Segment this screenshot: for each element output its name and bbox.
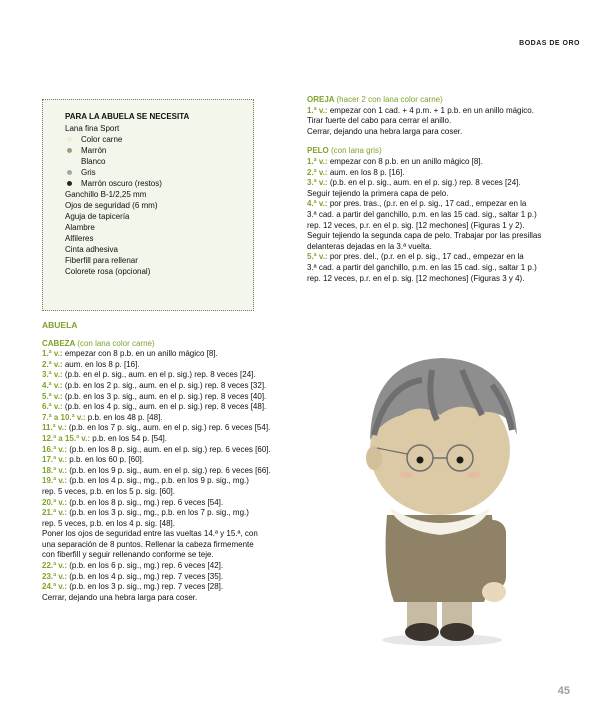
instruction-line (42, 508, 322, 519)
instruction-line (42, 529, 322, 540)
round-number: 2.ª v.: (307, 167, 328, 177)
instruction-line (307, 157, 597, 168)
instruction-text: rep. 12 veces, p.r. en el p. sig. [12 mechones] (Figuras 3 y 4). (307, 273, 525, 283)
instruction-text: rep. 5 veces, p.b. en los 5 p. sig. [60]. (42, 486, 175, 496)
instruction-text: (p.b. en los 3 p. sig., aum. en el p. sig.) rep. 8 veces [40]. (62, 391, 267, 401)
running-section-title: BODAS DE ORO (519, 40, 580, 47)
instruction-line (307, 274, 597, 285)
color-swatch-icon (67, 170, 72, 175)
oreja-subtitle: (hacer 2 con lana color carne) (336, 95, 443, 104)
round-number: 17.ª v.: (42, 455, 68, 465)
round-number: 16.ª v.: (42, 444, 68, 454)
cabeza-heading (42, 339, 322, 350)
oreja-instructions (307, 106, 597, 138)
instruction-line (307, 252, 597, 263)
instruction-text: Seguir tejiendo la segunda capa de pelo. Trabajar por las presillas (307, 231, 542, 241)
instruction-text: Tirar fuerte del cabo para cerrar el anillo. (307, 116, 452, 126)
instruction-text: empezar con 8 p.b. en un anillo mágico [8]. (327, 156, 483, 166)
instruction-line (42, 402, 322, 413)
instruction-text: (p.b. en los 9 p. sig., aum. en el p. sig.) rep. 6 veces [66]. (67, 465, 271, 475)
instruction-line (42, 445, 322, 456)
instruction-text: (p.b. en los 8 p. sig., aum. en el p. sig.) rep. 6 veces [60]. (67, 444, 271, 454)
instruction-text: (p.b. en los 3 p. sig., mg., p.b. en los 7 p. sig., mg.) (67, 508, 249, 518)
pelo-subtitle: (con lana gris) (331, 146, 382, 156)
materials-item: Colorete rosa (opcional) (65, 267, 151, 276)
instruction-text: p.b. en los 60 p. [60]. (67, 455, 144, 465)
materials-color-item (65, 156, 253, 167)
materials-color-label: Marrón (81, 146, 107, 155)
instruction-line (307, 263, 597, 274)
oreja-title: OREJA (307, 95, 335, 104)
round-number: 19.ª v.: (42, 476, 68, 486)
instruction-text: Seguir tejiendo la primera capa de pelo. (307, 188, 449, 198)
instruction-line (307, 199, 597, 210)
round-number: 23.ª v.: (42, 571, 68, 581)
round-number: 22.ª v.: (42, 561, 68, 571)
instruction-text: (p.b. en los 4 p. sig., mg.) rep. 7 veces [35]. (67, 571, 224, 581)
instruction-line (42, 381, 322, 392)
round-number: 18.ª v.: (42, 465, 68, 475)
instruction-text: Cerrar, dejando una hebra larga para coser. (42, 592, 198, 602)
instruction-text: delanteras dejadas en la 3.ª vuelta. (307, 241, 432, 251)
instruction-line (42, 434, 322, 445)
instruction-text: aum. en los 8 p. [16]. (62, 359, 140, 369)
materials-box (42, 99, 254, 311)
instruction-line (42, 476, 322, 487)
materials-color-item (65, 145, 253, 156)
left-column (42, 320, 322, 603)
materials-color-label: Blanco (81, 157, 106, 166)
instruction-line (42, 413, 322, 424)
materials-color-item (65, 167, 253, 178)
instruction-text: p.b. en los 54 p. [54]. (90, 433, 167, 443)
instruction-text: empezar con 1 cad. + 4 p.m. + 1 p.b. en un anillo mágico. (327, 105, 534, 115)
instruction-text: por pres. tras., (p.r. en el p. sig., 17 cad., empezar en la (327, 199, 527, 209)
instruction-text: Poner los ojos de seguridad entre las vueltas 14.ª y 15.ª, con (42, 529, 258, 539)
round-number: 3.ª v.: (42, 370, 63, 380)
instruction-line (307, 210, 597, 221)
instruction-text: (p.b. en los 3 p. sig., mg.) rep. 7 veces [28]. (67, 582, 224, 592)
round-number: 6.ª v.: (42, 402, 63, 412)
color-swatch-icon (67, 181, 72, 186)
instruction-line (42, 370, 322, 381)
page-header (0, 0, 600, 66)
instruction-text: p.b. en los 48 p. [48]. (85, 412, 163, 422)
round-number: 4.ª v.: (42, 380, 63, 390)
instruction-line (42, 561, 322, 572)
round-number: 21.ª v.: (42, 508, 68, 518)
round-number: 5.ª v.: (307, 252, 328, 262)
instruction-text: una separación de 8 puntos. Rellenar la cabeza firmemente (42, 539, 254, 549)
instruction-line (42, 455, 322, 466)
materials-color-label: Marrón oscuro (restos) (81, 179, 162, 188)
pelo-heading (307, 146, 597, 157)
materials-color-item (65, 134, 253, 145)
instruction-line (42, 593, 322, 604)
instruction-text: (p.b. en los 4 p. sig., aum. en el p. sig.) rep. 8 veces [48]. (62, 402, 267, 412)
instruction-line (42, 540, 322, 551)
oreja-heading (307, 95, 597, 106)
materials-yarn: Lana fina Sport (65, 124, 120, 133)
instruction-text: (p.b. en los 4 p. sig., mg., p.b. en los 9 p. sig., mg.) (67, 476, 249, 486)
cabeza-title: CABEZA (42, 338, 76, 348)
cabeza-subtitle: (con lana color carne) (77, 338, 155, 348)
amigurumi-grandmother-photo (332, 340, 580, 660)
round-number: 7.ª a 10.ª v.: (42, 412, 86, 422)
instruction-line (42, 360, 322, 371)
cabeza-instructions (42, 349, 322, 603)
instruction-line (42, 572, 322, 583)
instruction-text: rep. 5 veces, p.b. en los 4 p. sig. [48]. (42, 518, 175, 528)
materials-title: PARA LA ABUELA SE NECESITA (65, 112, 190, 121)
materials-color-label: Gris (81, 168, 96, 177)
round-number: 11.ª v.: (42, 423, 67, 433)
instruction-line (42, 498, 322, 509)
pelo-title: PELO (307, 146, 329, 156)
instruction-text: rep. 12 veces, p.r. en el p. sig. [12 mechones] (Figuras 1 y 2). (307, 220, 525, 230)
materials-color-label: Color carne (81, 135, 123, 144)
page-number: 45 (557, 685, 570, 697)
instruction-line (307, 106, 597, 117)
pelo-instructions (307, 157, 597, 284)
instruction-line (307, 116, 597, 127)
instruction-text: por pres. del., (p.r. en el p. sig., 17 cad., empezar en la (327, 252, 524, 262)
instruction-line (307, 189, 597, 200)
round-number: 4.ª v.: (307, 199, 328, 209)
instruction-line (307, 168, 597, 179)
round-number: 12.ª a 15.ª v.: (42, 433, 91, 443)
instruction-line (42, 582, 322, 593)
round-number: 2.ª v.: (42, 359, 63, 369)
instruction-text: empezar con 8 p.b. en un anillo mágico [8]. (62, 349, 218, 359)
instruction-text: (p.b. en los 6 p. sig., mg.) rep. 6 veces [42]. (67, 561, 224, 571)
instruction-text: (p.b. en los 7 p. sig., aum. en el p. sig.) rep. 6 veces [54]. (66, 423, 271, 433)
instruction-line (42, 550, 322, 561)
round-number: 1.ª v.: (307, 156, 328, 166)
materials-item: Fiberfill para rellenar (65, 256, 138, 265)
right-column (307, 95, 597, 284)
round-number: 1.ª v.: (42, 349, 63, 359)
materials-item: Alfileres (65, 234, 94, 243)
materials-color-list (65, 134, 253, 189)
instruction-line (307, 242, 597, 253)
instruction-text: 3.ª cad. a partir del ganchillo, p.m. en las 15 cad. sig., saltar 1 p.) (307, 209, 537, 219)
materials-item: Cinta adhesiva (65, 245, 118, 254)
round-number: 1.ª v.: (307, 105, 328, 115)
color-swatch-icon (67, 137, 72, 142)
instruction-text: Cerrar, dejando una hebra larga para coser. (307, 126, 463, 136)
materials-item: Ganchillo B-1/2,25 mm (65, 190, 147, 199)
instruction-line (42, 519, 322, 530)
instruction-text: 3.ª cad. a partir del ganchillo, p.m. en las 15 cad. sig., saltar 1 p.) (307, 262, 537, 272)
instruction-line (307, 221, 597, 232)
instruction-line (307, 231, 597, 242)
round-number: 24.ª v.: (42, 582, 68, 592)
instruction-text: (p.b. en el p. sig., aum. en el p. sig.) rep. 8 veces [24]. (62, 370, 256, 380)
round-number: 20.ª v.: (42, 497, 68, 507)
instruction-text: (p.b. en el p. sig., aum. en el p. sig.) rep. 8 veces [24]. (327, 178, 521, 188)
instruction-line (42, 487, 322, 498)
round-number: 3.ª v.: (307, 178, 328, 188)
instruction-line (42, 349, 322, 360)
materials-item: Alambre (65, 223, 95, 232)
round-number: 5.ª v.: (42, 391, 63, 401)
instruction-line (42, 423, 322, 434)
materials-color-item (65, 178, 253, 189)
materials-item: Ojos de seguridad (6 mm) (65, 201, 158, 210)
instruction-line (307, 127, 597, 138)
materials-item-list (65, 189, 253, 277)
materials-item: Aguja de tapicería (65, 212, 130, 221)
instruction-line (42, 466, 322, 477)
instruction-line (42, 392, 322, 403)
color-swatch-icon (67, 148, 72, 153)
section-title-abuela: ABUELA (42, 320, 78, 330)
instruction-text: con fiberfill y seguir rellenando conforme se teje. (42, 550, 214, 560)
instruction-text: aum. en los 8 p. [16]. (327, 167, 405, 177)
instruction-line (307, 178, 597, 189)
instruction-text: (p.b. en los 2 p. sig., aum. en el p. sig.) rep. 8 veces [32]. (62, 380, 267, 390)
instruction-text: (p.b. en los 8 p. sig., mg.) rep. 6 veces [54]. (67, 497, 224, 507)
